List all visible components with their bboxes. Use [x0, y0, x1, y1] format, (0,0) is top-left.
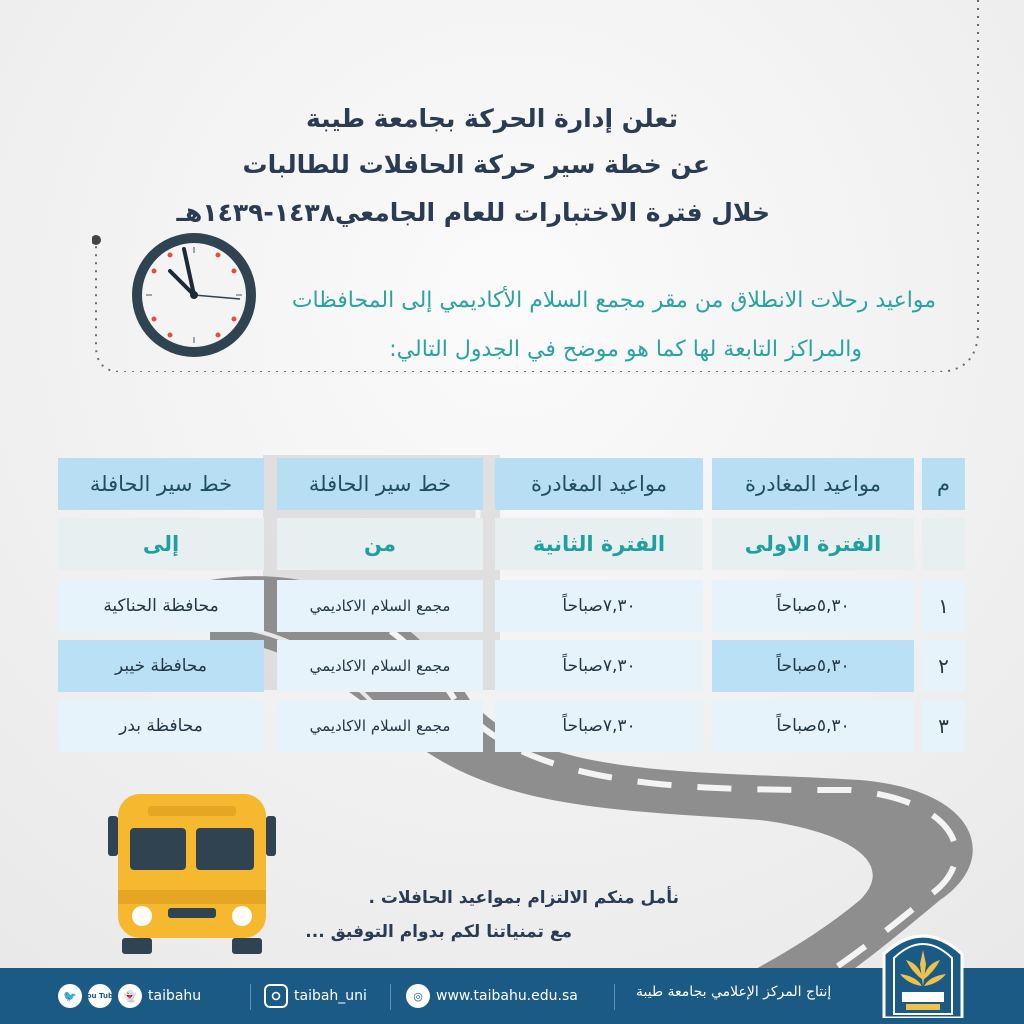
- taibah-logo: [880, 924, 966, 1018]
- subheader-from: من: [277, 518, 483, 570]
- subheader-second: الفترة الثانية: [495, 518, 703, 570]
- header-departure-first: مواعيد المغادرة: [712, 458, 914, 510]
- footer-website-group: [406, 984, 578, 1008]
- footer-handle[interactable]: taibahu: [148, 988, 202, 1004]
- row-1-to: محافظة الحناكية: [58, 580, 264, 632]
- instagram-icon[interactable]: [264, 984, 288, 1008]
- intro-line-2: والمراكز التابعة لها كما هو موضح في الجدول التالي:: [389, 337, 862, 362]
- closing-line-2: مع تمنياتنا لكم بدوام التوفيق ...: [305, 922, 572, 942]
- snapchat-icon[interactable]: 👻: [118, 984, 142, 1008]
- row-3-to: محافظة بدر: [58, 700, 264, 752]
- heading-line-3: خلال فترة الاختبارات للعام الجامعي١٤٣٨-١٤٣٩هـ: [176, 198, 770, 227]
- row-1-second: ٧,٣٠صباحاً: [495, 580, 703, 632]
- footer-bar: [0, 968, 1024, 1024]
- youtube-icon[interactable]: You Tube: [88, 984, 112, 1008]
- heading-line-2: عن خطة سير حركة الحافلات للطالبات: [242, 150, 710, 179]
- subheader-to: إلى: [58, 518, 264, 570]
- row-1-from: مجمع السلام الاكاديمي: [277, 580, 483, 632]
- bus-icon: [104, 790, 280, 956]
- closing-line-1: نأمل منكم الالتزام بمواعيد الحافلات .: [368, 888, 679, 908]
- footer-separator: [614, 984, 615, 1010]
- footer-credit: إنتاج المركز الإعلامي بجامعة طيبة: [636, 984, 832, 1000]
- row-1-num: ١: [922, 580, 965, 632]
- row-2-from: مجمع السلام الاكاديمي: [277, 640, 483, 692]
- row-3-num: ٣: [922, 700, 965, 752]
- row-2-num: ٢: [922, 640, 965, 692]
- row-2-to: محافظة خيبر: [58, 640, 264, 692]
- footer-instagram-group: [264, 984, 367, 1008]
- header-route-to: خط سير الحافلة: [58, 458, 264, 510]
- subheader-num: [922, 518, 965, 570]
- row-3-from: مجمع السلام الاكاديمي: [277, 700, 483, 752]
- intro-line-1: مواعيد رحلات الانطلاق من مقر مجمع السلام الأكاديمي إلى المحافظات: [291, 288, 936, 313]
- clock-icon: [130, 231, 258, 359]
- header-route-from: خط سير الحافلة: [277, 458, 483, 510]
- footer-website[interactable]: www.taibahu.edu.sa: [436, 988, 578, 1004]
- subheader-first: الفترة الاولى: [712, 518, 914, 570]
- header-departure-second: مواعيد المغادرة: [495, 458, 703, 510]
- row-2-second: ٧,٣٠صباحاً: [495, 640, 703, 692]
- header-num: م: [922, 458, 965, 510]
- footer-separator: [390, 984, 391, 1010]
- row-3-second: ٧,٣٠صباحاً: [495, 700, 703, 752]
- footer-instagram[interactable]: taibah_uni: [294, 988, 367, 1004]
- row-1-first: ٥,٣٠صباحاً: [712, 580, 914, 632]
- footer-separator: [250, 984, 251, 1010]
- footer-social-group: [58, 984, 201, 1008]
- row-2-first: ٥,٣٠صباحاً: [712, 640, 914, 692]
- heading-line-1: تعلن إدارة الحركة بجامعة طيبة: [305, 104, 678, 133]
- row-3-first: ٥,٣٠صباحاً: [712, 700, 914, 752]
- dribbble-icon[interactable]: ◎: [406, 984, 430, 1008]
- twitter-icon[interactable]: 🐦: [58, 984, 82, 1008]
